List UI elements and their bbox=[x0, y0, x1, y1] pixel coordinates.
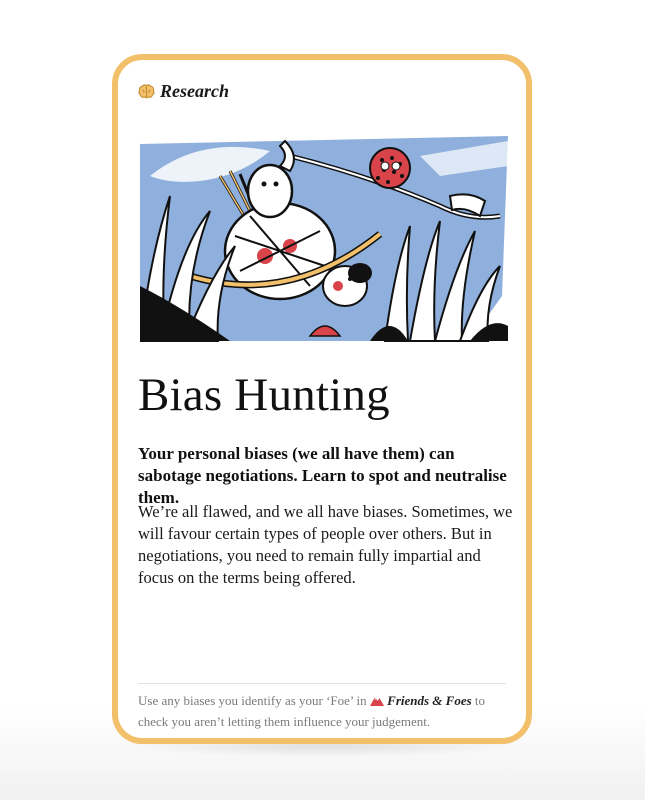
card[interactable] bbox=[112, 54, 532, 744]
divider bbox=[138, 683, 506, 684]
card-body: We’re all flawed, and we all have biases. Sometimes, we will favour certain types of people over others. But in negotiations, you need to remain fully impartial and focus on the terms being offered. bbox=[138, 502, 513, 587]
brain-icon bbox=[138, 84, 155, 99]
footer-text-after: to check you aren’t letting them influence your judgement. bbox=[138, 693, 486, 729]
card-subtitle: Your personal biases (we all have them) can sabotage negotiations. Learn to spot and neutralise them. bbox=[138, 444, 507, 507]
card-footer bbox=[138, 690, 518, 732]
footer-text-before: Use any biases you identify as your ‘Foe’ in bbox=[138, 693, 370, 708]
card-title: Bias Hunting bbox=[138, 369, 390, 421]
mountain-icon bbox=[370, 695, 384, 706]
category-text: Research bbox=[160, 81, 229, 101]
category-label bbox=[138, 81, 229, 102]
friends-foes-link[interactable]: Friends & Foes bbox=[387, 693, 472, 708]
hunting-illustration bbox=[140, 136, 508, 346]
